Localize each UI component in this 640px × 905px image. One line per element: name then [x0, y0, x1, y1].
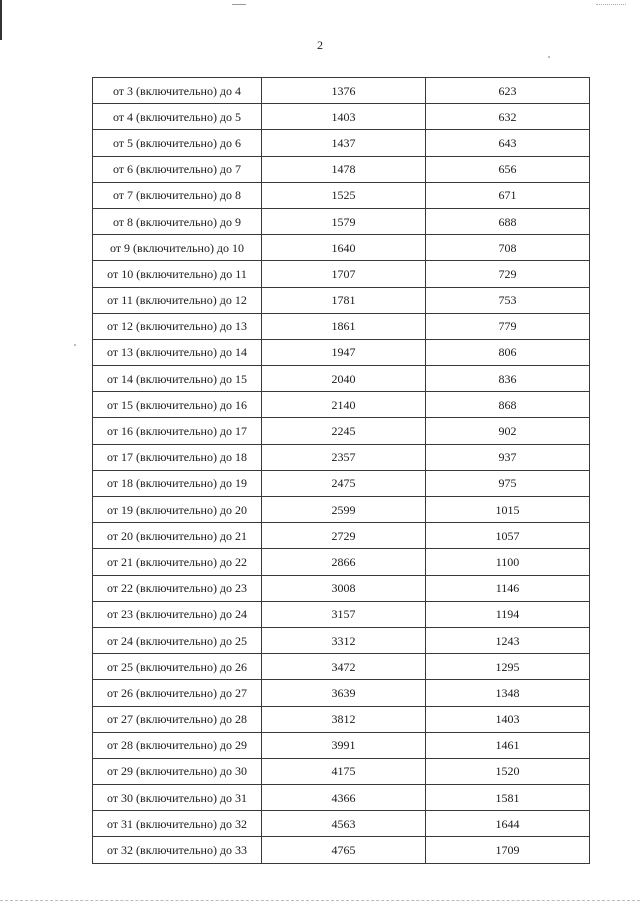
value-cell-col2: 1947: [262, 339, 426, 365]
table-row: [93, 287, 590, 313]
scan-artifact: [74, 344, 76, 346]
value-cell-col2: 1437: [262, 130, 426, 156]
value-cell-col3: 1644: [426, 811, 590, 837]
value-cell-col3: 1295: [426, 654, 590, 680]
table-row: [93, 811, 590, 837]
range-cell: от 23 (включительно) до 24: [93, 601, 262, 627]
table-row: [93, 130, 590, 156]
value-cell-col2: 4366: [262, 785, 426, 811]
scan-artifact: [596, 4, 626, 6]
value-cell-col3: 688: [426, 208, 590, 234]
range-cell: от 3 (включительно) до 4: [93, 78, 262, 104]
range-cell: от 10 (включительно) до 11: [93, 261, 262, 287]
range-cell: от 16 (включительно) до 17: [93, 418, 262, 444]
value-cell-col3: 1243: [426, 627, 590, 653]
table-row: [93, 549, 590, 575]
rates-table-body: [93, 78, 590, 864]
value-cell-col3: 1146: [426, 575, 590, 601]
value-cell-col3: 708: [426, 235, 590, 261]
value-cell-col2: 2140: [262, 392, 426, 418]
value-cell-col2: 1376: [262, 78, 426, 104]
range-cell: от 28 (включительно) до 29: [93, 732, 262, 758]
value-cell-col2: 1861: [262, 313, 426, 339]
range-cell: от 20 (включительно) до 21: [93, 523, 262, 549]
table-row: [93, 104, 590, 130]
scan-artifact: [0, 900, 640, 902]
value-cell-col2: 3008: [262, 575, 426, 601]
table-row: [93, 732, 590, 758]
range-cell: от 15 (включительно) до 16: [93, 392, 262, 418]
table-row: [93, 601, 590, 627]
value-cell-col3: 632: [426, 104, 590, 130]
value-cell-col2: 3812: [262, 706, 426, 732]
range-cell: от 11 (включительно) до 12: [93, 287, 262, 313]
value-cell-col2: 2040: [262, 366, 426, 392]
range-cell: от 8 (включительно) до 9: [93, 208, 262, 234]
value-cell-col3: 1194: [426, 601, 590, 627]
range-cell: от 30 (включительно) до 31: [93, 785, 262, 811]
value-cell-col3: 806: [426, 339, 590, 365]
value-cell-col3: 656: [426, 156, 590, 182]
range-cell: от 29 (включительно) до 30: [93, 758, 262, 784]
value-cell-col2: 2245: [262, 418, 426, 444]
value-cell-col3: 1581: [426, 785, 590, 811]
value-cell-col2: 1478: [262, 156, 426, 182]
value-cell-col3: 623: [426, 78, 590, 104]
table-row: [93, 444, 590, 470]
value-cell-col3: 1057: [426, 523, 590, 549]
scan-artifact: [548, 56, 550, 58]
value-cell-col2: 4563: [262, 811, 426, 837]
value-cell-col2: 1579: [262, 208, 426, 234]
table-row: [93, 497, 590, 523]
table-row: [93, 706, 590, 732]
table-row: [93, 785, 590, 811]
value-cell-col2: 2475: [262, 470, 426, 496]
value-cell-col3: 975: [426, 470, 590, 496]
range-cell: от 7 (включительно) до 8: [93, 182, 262, 208]
range-cell: от 4 (включительно) до 5: [93, 104, 262, 130]
value-cell-col2: 3639: [262, 680, 426, 706]
rates-table: [92, 77, 590, 864]
range-cell: от 17 (включительно) до 18: [93, 444, 262, 470]
value-cell-col2: 3157: [262, 601, 426, 627]
scan-edge-mark: [0, 0, 2, 40]
value-cell-col3: 902: [426, 418, 590, 444]
value-cell-col2: 2729: [262, 523, 426, 549]
table-row: [93, 261, 590, 287]
range-cell: от 14 (включительно) до 15: [93, 366, 262, 392]
table-row: [93, 523, 590, 549]
value-cell-col3: 729: [426, 261, 590, 287]
value-cell-col3: 753: [426, 287, 590, 313]
table-row: [93, 78, 590, 104]
table-row: [93, 758, 590, 784]
value-cell-col2: 3991: [262, 732, 426, 758]
value-cell-col2: 4765: [262, 837, 426, 863]
value-cell-col2: 1403: [262, 104, 426, 130]
table-row: [93, 313, 590, 339]
scan-artifact: [232, 4, 246, 5]
table-row: [93, 366, 590, 392]
value-cell-col3: 1403: [426, 706, 590, 732]
table-row: [93, 208, 590, 234]
page-number: 2: [317, 38, 323, 52]
range-cell: от 25 (включительно) до 26: [93, 654, 262, 680]
range-cell: от 12 (включительно) до 13: [93, 313, 262, 339]
table-row: [93, 182, 590, 208]
value-cell-col3: 1461: [426, 732, 590, 758]
table-row: [93, 837, 590, 863]
range-cell: от 5 (включительно) до 6: [93, 130, 262, 156]
table-row: [93, 680, 590, 706]
value-cell-col2: 3312: [262, 627, 426, 653]
value-cell-col2: 3472: [262, 654, 426, 680]
table-row: [93, 339, 590, 365]
range-cell: от 18 (включительно) до 19: [93, 470, 262, 496]
range-cell: от 9 (включительно) до 10: [93, 235, 262, 261]
table-row: [93, 575, 590, 601]
value-cell-col2: 4175: [262, 758, 426, 784]
value-cell-col3: 1100: [426, 549, 590, 575]
range-cell: от 6 (включительно) до 7: [93, 156, 262, 182]
value-cell-col3: 1709: [426, 837, 590, 863]
table-row: [93, 156, 590, 182]
value-cell-col3: 1015: [426, 497, 590, 523]
range-cell: от 24 (включительно) до 25: [93, 627, 262, 653]
value-cell-col3: 1348: [426, 680, 590, 706]
value-cell-col2: 1640: [262, 235, 426, 261]
value-cell-col2: 1707: [262, 261, 426, 287]
range-cell: от 26 (включительно) до 27: [93, 680, 262, 706]
value-cell-col3: 671: [426, 182, 590, 208]
table-row: [93, 470, 590, 496]
range-cell: от 27 (включительно) до 28: [93, 706, 262, 732]
value-cell-col3: 779: [426, 313, 590, 339]
range-cell: от 21 (включительно) до 22: [93, 549, 262, 575]
range-cell: от 31 (включительно) до 32: [93, 811, 262, 837]
range-cell: от 32 (включительно) до 33: [93, 837, 262, 863]
value-cell-col3: 836: [426, 366, 590, 392]
value-cell-col3: 937: [426, 444, 590, 470]
range-cell: от 13 (включительно) до 14: [93, 339, 262, 365]
table-row: [93, 392, 590, 418]
value-cell-col2: 2357: [262, 444, 426, 470]
value-cell-col2: 2599: [262, 497, 426, 523]
table-row: [93, 235, 590, 261]
value-cell-col2: 2866: [262, 549, 426, 575]
value-cell-col2: 1525: [262, 182, 426, 208]
range-cell: от 19 (включительно) до 20: [93, 497, 262, 523]
value-cell-col3: 1520: [426, 758, 590, 784]
table-row: [93, 418, 590, 444]
value-cell-col3: 868: [426, 392, 590, 418]
value-cell-col3: 643: [426, 130, 590, 156]
table-row: [93, 627, 590, 653]
range-cell: от 22 (включительно) до 23: [93, 575, 262, 601]
table-row: [93, 654, 590, 680]
value-cell-col2: 1781: [262, 287, 426, 313]
